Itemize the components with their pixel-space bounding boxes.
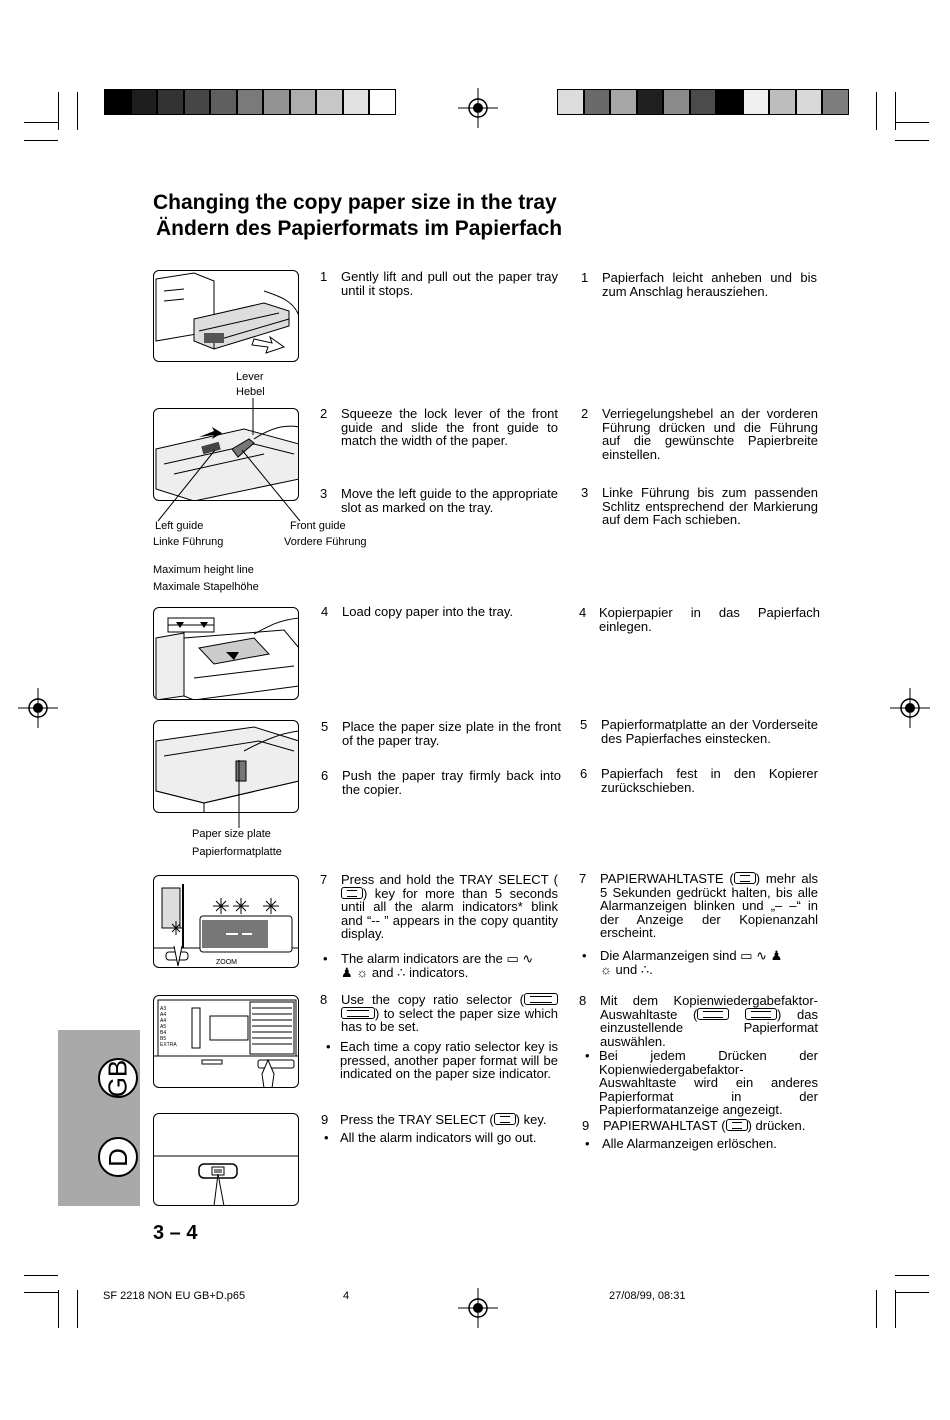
language-tab-d: D — [98, 1137, 138, 1177]
paper-size-list — [160, 1006, 177, 1048]
color-swatch — [822, 89, 849, 115]
paper-size-item: A3 — [160, 1006, 167, 1012]
paper-size-item: A5 — [160, 1024, 167, 1030]
step-en-9: 9 Press the TRAY SELECT ( ) key. — [321, 1112, 547, 1127]
panel-zoom-label: ZOOM — [216, 959, 237, 966]
paper-alarm-icon: ▭ — [506, 951, 519, 966]
misfeed-alarm-icon: ∿ — [522, 951, 534, 966]
step-de-6: 6 Papierfach fest in den Kopierer zurückschieben. — [580, 766, 818, 795]
label-hebel: Hebel — [236, 386, 265, 398]
illustration-size-plate — [153, 720, 299, 813]
bullet-en-9: • All the alarm indicators will go out. — [324, 1130, 537, 1145]
color-swatch — [637, 89, 664, 115]
footer-page: 4 — [343, 1290, 350, 1302]
footer-file: SF 2218 NON EU GB+D.p65 — [103, 1290, 246, 1302]
color-swatch — [131, 89, 158, 115]
color-swatch — [584, 89, 611, 115]
tray-select-key-icon — [341, 887, 363, 899]
crop-mark — [58, 1290, 59, 1328]
title-en: Changing the copy paper size in the tray — [153, 191, 557, 214]
label-max-stapel: Maximale Stapelhöhe — [153, 581, 259, 593]
toner-alarm-icon: ∴ — [397, 964, 406, 980]
color-swatch — [316, 89, 343, 115]
drum-alarm-icon: ☼ — [600, 961, 612, 977]
label-vordere-fuhrung: Vordere Führung — [284, 536, 367, 548]
color-swatch — [369, 89, 396, 115]
title-de: Ändern des Papierformats im Papierfach — [156, 217, 563, 240]
color-swatch — [157, 89, 184, 115]
crop-mark — [895, 92, 896, 130]
footer-date: 27/08/99, 08:31 — [609, 1290, 686, 1302]
step-en-3: 3 Move the left guide to the appropriate slot as marked on the tray. — [320, 486, 558, 515]
color-swatch — [343, 89, 370, 115]
color-swatch — [716, 89, 743, 115]
crop-mark — [24, 140, 58, 141]
crop-mark — [24, 122, 58, 123]
registration-target-icon — [458, 1288, 498, 1328]
paper-alarm-icon: ▭ — [740, 948, 753, 963]
leader-line-plate — [236, 760, 242, 828]
label-max-height: Maximum height line — [153, 564, 254, 576]
step-de-8: 8 Mit dem Kopienwiedergabefaktor-Auswahltaste ( ) das einzustellende Papierformat auswählen. — [579, 993, 818, 1049]
color-swatch — [210, 89, 237, 115]
step-en-8: 8 Use the copy ratio selector ( ) to select the paper size which has to be set. — [320, 992, 558, 1034]
step-en-6: 6 Push the paper tray firmly back into the copier. — [321, 768, 561, 797]
bullet-de-8: • Bei jedem Drücken der Kopienwiedergabefaktor-Auswahltaste wird ein anderes Papierformat in der Papierformatanzeige angezeigt. — [585, 1048, 818, 1117]
tray-select-key-icon — [494, 1113, 516, 1125]
page-number: 3 – 4 — [153, 1222, 198, 1244]
crop-mark — [58, 92, 59, 130]
color-swatch — [663, 89, 690, 115]
color-swatch — [290, 89, 317, 115]
label-paper-plate: Paper size plate — [192, 828, 271, 840]
drum-alarm-icon: ☼ — [356, 964, 369, 980]
service-alarm-icon: ♟ — [770, 948, 783, 963]
color-swatch — [104, 89, 131, 115]
color-swatch — [557, 89, 584, 115]
bullet-en-8: • Each time a copy ratio selector key is pressed, another paper format will be indicated on the paper size indicator. — [326, 1039, 558, 1081]
ratio-down-key-icon — [524, 993, 558, 1005]
step-de-7: 7 PAPIERWAHLTASTE ( ) mehr als 5 Sekunden gedrückt halten, bis alle Alarmanzeigen blinken und „– –“ in der Anzeige der Kopienanzahl erscheint. — [579, 871, 818, 940]
paper-size-item: EXTRA — [160, 1042, 177, 1048]
crop-mark — [895, 1292, 929, 1293]
ratio-up-key-icon — [745, 1008, 777, 1020]
illustration-ratio-selector — [153, 995, 299, 1088]
paper-size-item: B4 — [160, 1030, 167, 1036]
step-de-9: 9 PAPIERWAHLTAST ( ) drücken. — [582, 1118, 806, 1133]
label-left-guide: Left guide — [155, 520, 204, 532]
ratio-down-key-icon — [697, 1008, 729, 1020]
color-swatch — [237, 89, 264, 115]
step-en-7: 7 Press and hold the TRAY SELECT () key for more than 5 seconds until all the alarm indicators* blink and “-- ” appears in the copy quantity display. — [320, 872, 558, 941]
crop-mark — [895, 1290, 896, 1328]
tray-select-key-icon — [734, 872, 756, 884]
crop-mark — [24, 1275, 58, 1276]
crop-mark — [77, 1290, 78, 1328]
misfeed-alarm-icon: ∿ — [756, 948, 768, 963]
language-tab-gb: GB — [98, 1058, 138, 1098]
step-de-1: 1 Papierfach leicht anheben und bis zum Anschlag herausziehen. — [581, 270, 817, 299]
tray-select-key-icon — [726, 1119, 748, 1131]
step-en-5: 5 Place the paper size plate in the front of the paper tray. — [321, 719, 561, 748]
color-swatch — [610, 89, 637, 115]
crop-mark — [24, 1292, 58, 1293]
toner-alarm-icon: ∴ — [640, 961, 650, 977]
illustration-load-paper — [153, 607, 299, 700]
paper-size-item: A4 — [160, 1012, 167, 1018]
label-lever: Lever — [236, 371, 264, 383]
color-swatch — [263, 89, 290, 115]
page-title — [153, 190, 562, 242]
crop-mark — [895, 1275, 929, 1276]
crop-mark — [77, 92, 78, 130]
paper-size-item: B5 — [160, 1036, 167, 1042]
step-en-4: 4 Load copy paper into the tray. — [321, 604, 514, 619]
crop-mark — [876, 92, 877, 130]
label-linke-fuhrung: Linke Führung — [153, 536, 224, 548]
color-swatch — [184, 89, 211, 115]
language-side-tab — [58, 1030, 140, 1206]
illustration-pull-tray — [153, 270, 299, 362]
label-paper-plate-de: Papierformatplatte — [192, 846, 282, 858]
paper-size-item: A4 — [160, 1018, 167, 1024]
registration-target-icon — [18, 688, 58, 728]
step-de-2: 2 Verriegelungshebel an der vorderen Führung drücken und die Führung auf die gewünschte Papierbreite einstellen. — [581, 406, 818, 462]
step-de-5: 5 Papierformatplatte an der Vorderseite des Papierfaches einstecken. — [580, 717, 818, 746]
label-front-guide: Front guide — [290, 520, 346, 532]
registration-target-icon — [890, 688, 930, 728]
registration-target-icon — [458, 88, 498, 128]
step-de-3: 3 Linke Führung bis zum passenden Schlitz entsprechend der Markierung auf dem Fach schieben. — [581, 485, 818, 527]
step-de-4: 4 Kopierpapier in das Papierfach einlegen. — [579, 605, 820, 634]
illustration-control-panel — [153, 875, 299, 968]
ratio-up-key-icon — [341, 1007, 375, 1019]
step-en-1: 1 Gently lift and pull out the paper tray until it stops. — [320, 269, 558, 298]
color-swatch — [769, 89, 796, 115]
illustration-tray-select — [153, 1113, 299, 1206]
color-swatch — [743, 89, 770, 115]
bullet-de-9: • Alle Alarmanzeigen erlöschen. — [585, 1136, 777, 1151]
step-en-2: 2 Squeeze the lock lever of the front guide and slide the front guide to match the width of the paper. — [320, 406, 558, 448]
crop-mark — [895, 140, 929, 141]
color-swatch — [796, 89, 823, 115]
bullet-en-7: • The alarm indicators are the ▭ ∿ ♟ ☼ and ∴ indicators. — [323, 951, 534, 980]
crop-mark — [895, 122, 929, 123]
crop-mark — [876, 1290, 877, 1328]
color-swatch — [690, 89, 717, 115]
service-alarm-icon: ♟ — [341, 964, 353, 980]
bullet-de-7: • Die Alarmanzeigen sind ▭ ∿ ♟ ☼ und ∴. — [582, 948, 783, 977]
